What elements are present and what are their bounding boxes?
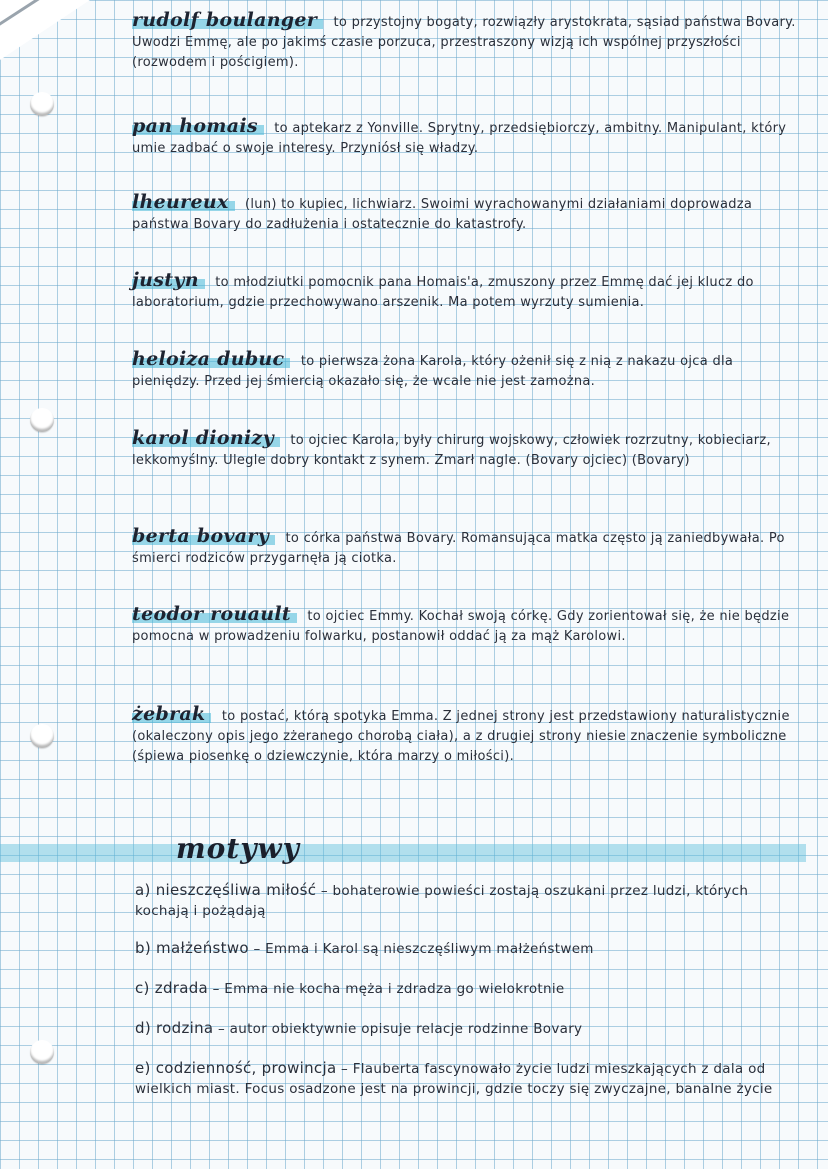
character-entry	[132, 192, 802, 235]
character-description: to młodziutki pomocnik pana Homais'a, zmuszony przez Emmę dać jej klucz do laboratorium, gdzie przechowywano arszenik. Ma potem wyrzuty sumienia.	[132, 275, 754, 310]
motif-item: a) nieszczęśliwa miłość – bohaterowie powieści zostają oszukani przez ludzi, których kochają i pożądają	[135, 881, 749, 919]
character-name: heloiza dubuc	[132, 348, 290, 370]
character-description: to przystojny bogaty, rozwiązły arystokrata, sąsiad państwa Bovary. Uwodzi Emmę, ale po jakimś czasie porzuca, przestraszony wizją ich wspólnej przyszłości (rozwodem i pościgiem).	[132, 15, 796, 70]
character-name: teodor rouault	[132, 603, 297, 625]
binder-hole	[30, 408, 54, 432]
character-description: (lun) to kupiec, lichwiarz. Swoimi wyrachowanymi działaniami doprowadza państwa Bovary do zadłużenia i ostatecznie do katastrofy.	[132, 197, 753, 232]
character-name: justyn	[132, 269, 205, 291]
character-description: to postać, którą spotyka Emma. Z jednej strony jest przedstawiony naturalistycznie (okaleczony opis jego zżeranego chorobą ciała), a z drugiej strony niesie znaczenie symboliczne (śpiewa piosenkę o dziewczynie, która marzy o miłości).	[132, 709, 790, 764]
character-entry	[132, 116, 802, 159]
motif-item: b) małżeństwo – Emma i Karol są nieszczęśliwym małżeństwem	[135, 939, 594, 957]
page-corner-fold	[0, 0, 90, 60]
character-entry	[132, 704, 802, 767]
motif-text: Flauberta fascynowało życie ludzi mieszkających z dala od wielkich miast. Focus osadzone jest na prowincji, gdzie toczy się zwyczajne, banalne życie	[135, 1061, 773, 1097]
character-name: rudolf boulanger	[132, 9, 323, 31]
character-description: to aptekarz z Yonville. Sprytny, przedsiębiorczy, ambitny. Manipulant, który umie zadbać o swoje interesy. Przyniósł się władzy.	[132, 121, 787, 156]
motif-item: e) codzienność, prowincja – Flauberta fascynowało życie ludzi mieszkających z dala od wielkich miast. Focus osadzone jest na prowincji, gdzie toczy się zwyczajne, banalne życie	[135, 1059, 773, 1097]
character-entry	[132, 10, 802, 73]
section-highlight-band	[0, 844, 806, 862]
character-name: berta bovary	[132, 525, 275, 547]
character-name: pan homais	[132, 115, 264, 137]
character-entry	[132, 428, 802, 471]
motif-label: d) rodzina	[135, 1019, 214, 1037]
motif-label: e) codzienność, prowincja	[135, 1059, 337, 1077]
character-entry	[132, 526, 802, 569]
motif-label: c) zdrada	[135, 979, 209, 997]
binder-hole	[30, 1040, 54, 1064]
motif-item: c) zdrada – Emma nie kocha męża i zdradza go wielokrotnie	[135, 979, 565, 997]
character-entry	[132, 349, 802, 392]
character-description: to ojciec Emmy. Kochał swoją córkę. Gdy zorientował się, że nie będzie pomocna w prowadzeniu folwarku, postanowił oddać ją za mąż Karolowi.	[132, 609, 790, 644]
character-entry	[132, 270, 802, 313]
motif-item: d) rodzina – autor obiektywnie opisuje relacje rodzinne Bovary	[135, 1019, 583, 1037]
character-name: lheureux	[132, 191, 235, 213]
character-name: karol dionizy	[132, 427, 280, 449]
motif-text: Emma i Karol są nieszczęśliwym małżeństwem	[265, 941, 594, 957]
motif-text: bohaterowie powieści zostają oszukani przez ludzi, których kochają i pożądają	[135, 883, 749, 919]
motif-text: autor obiektywnie opisuje relacje rodzinne Bovary	[229, 1021, 583, 1037]
motif-label: a) nieszczęśliwa miłość	[135, 881, 317, 899]
character-name: żebrak	[132, 703, 211, 725]
character-entry	[132, 604, 802, 647]
motif-label: b) małżeństwo	[135, 939, 249, 957]
character-description: to ojciec Karola, były chirurg wojskowy, człowiek rozrzutny, kobieciarz, lekkomyślny. Ulegle dobry kontakt z synem. Zmarł nagle. (Bovary ojciec) (Bovary)	[132, 433, 771, 468]
binder-hole	[30, 92, 54, 116]
section-title: motywy	[176, 832, 300, 865]
character-description: to córka państwa Bovary. Romansująca matka często ją zaniedbywała. Po śmierci rodziców przygarnęła ją ciotka.	[132, 531, 785, 566]
binder-hole	[30, 724, 54, 748]
character-description: to pierwsza żona Karola, który ożenił się z nią z nakazu ojca dla pieniędzy. Przed jej śmiercią okazało się, że wcale nie jest zamożna.	[132, 354, 734, 389]
motif-text: Emma nie kocha męża i zdradza go wielokrotnie	[224, 981, 565, 997]
